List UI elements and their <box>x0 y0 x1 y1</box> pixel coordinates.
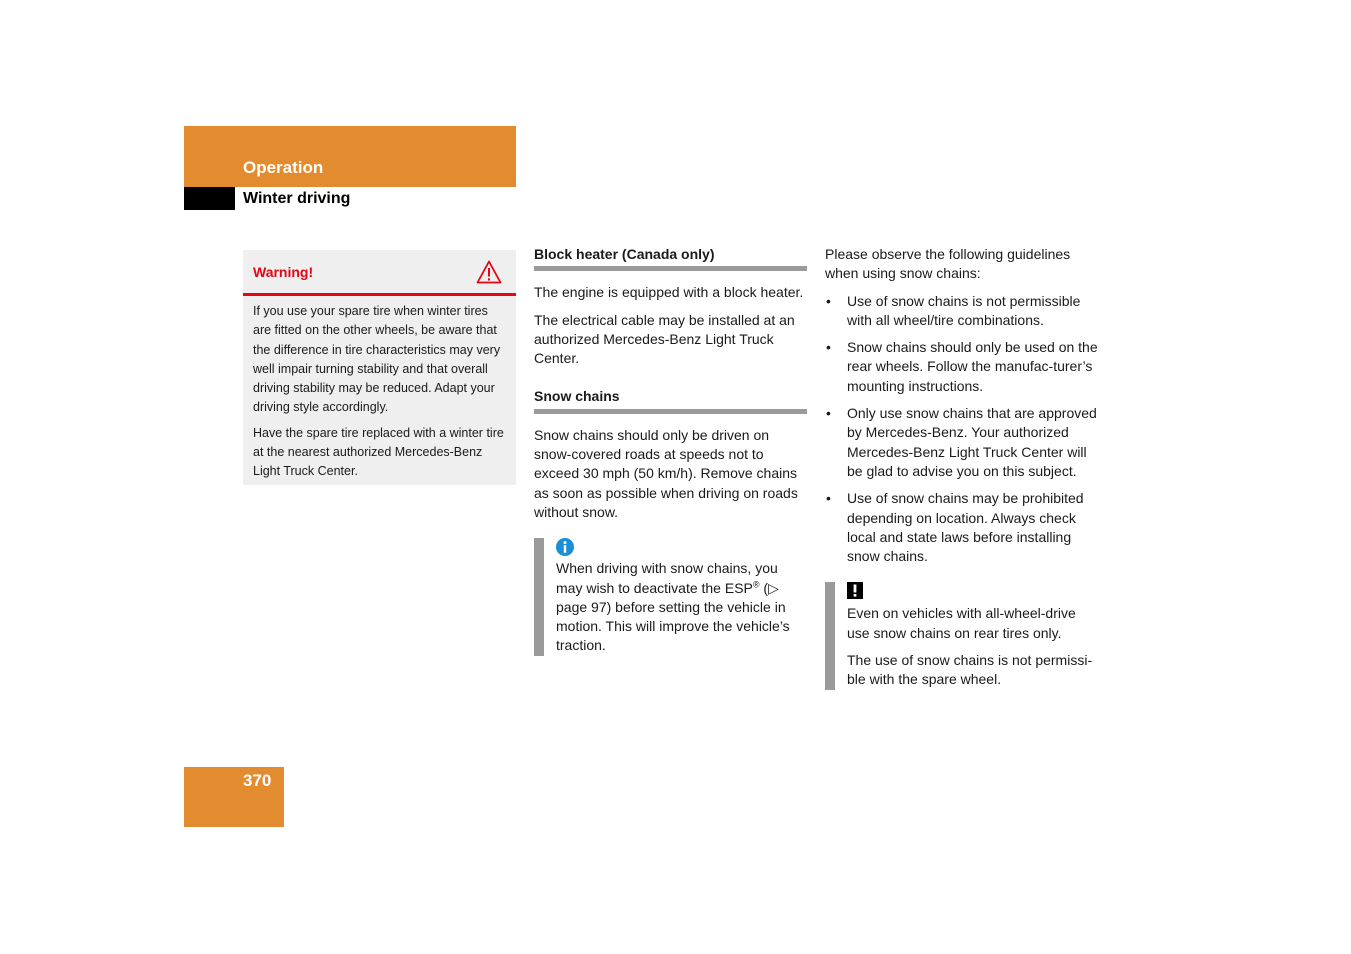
middle-column <box>534 245 807 656</box>
snow-chains-heading: Snow chains <box>534 387 807 413</box>
info-icon <box>556 538 574 556</box>
warning-box <box>243 250 516 485</box>
snow-chains-paragraph: Snow chains should only be driven on snow-covered roads at speeds not to exceed 30 mph (50 km/h). Remove chains as soon as possible when driving on roads without snow. <box>534 426 798 520</box>
page-number: 370 <box>243 771 272 790</box>
info-note-text <box>556 559 807 655</box>
guidelines-intro: Please observe the following guidelines when using snow chains: <box>825 246 1071 282</box>
list-item: • Use of snow chains may be prohibited depending on location. Always check local and state laws before installing snow chains. <box>825 489 1100 566</box>
caution-paragraph: The use of snow chains is not permissi-ble with the spare wheel. <box>847 652 1093 688</box>
right-column <box>825 245 1100 690</box>
exclamation-icon <box>847 582 863 599</box>
registered-mark: ® <box>752 578 760 589</box>
caution-note <box>825 582 1100 689</box>
block-heater-paragraph: The electrical cable may be installed at an authorized Mercedes-Benz Light Truck Center. <box>534 311 795 367</box>
guidelines-list <box>825 292 1100 567</box>
info-note <box>534 538 807 655</box>
warning-label: Warning! <box>253 264 314 280</box>
list-item: • Snow chains should only be used on the rear wheels. Follow the manufac-turer’s mounting instructions. <box>825 338 1100 396</box>
block-heater-paragraph: The engine is equipped with a block heater. <box>534 284 804 301</box>
section-tab-marker <box>184 187 235 210</box>
warning-paragraph: Have the spare tire replaced with a winter tire at the nearest authorized Mercedes-Benz Light Truck Center. <box>253 425 504 479</box>
list-item: • Use of snow chains is not permissible with all wheel/tire combinations. <box>825 292 1100 331</box>
page-title: Winter driving <box>243 190 351 207</box>
section-title: Operation <box>243 158 324 177</box>
header-bar <box>184 126 516 187</box>
list-item: • Only use snow chains that are approved by Mercedes-Benz. Your authorized Mercedes-Benz Light Truck Center will be glad to advise you on this subject. <box>825 404 1100 481</box>
block-heater-heading: Block heater (Canada only) <box>534 245 807 271</box>
info-text-before: When driving with snow chains, you may wish to deactivate the ESP <box>556 560 778 596</box>
warning-triangle-icon <box>476 260 502 284</box>
info-text-after: (▷ page 97) before setting the vehicle in motion. This will improve the vehicle’s traction. <box>556 579 790 654</box>
warning-paragraph: If you use your spare tire when winter tires are fitted on the other wheels, be aware that the difference in tire characteristics may very well impair turning stability and that overall driving stability may be reduced. Adapt your driving style accordingly. <box>253 304 501 415</box>
warning-header <box>243 250 516 296</box>
warning-body <box>253 302 509 488</box>
caution-paragraph: Even on vehicles with all-wheel-drive use snow chains on rear tires only. <box>847 605 1076 641</box>
